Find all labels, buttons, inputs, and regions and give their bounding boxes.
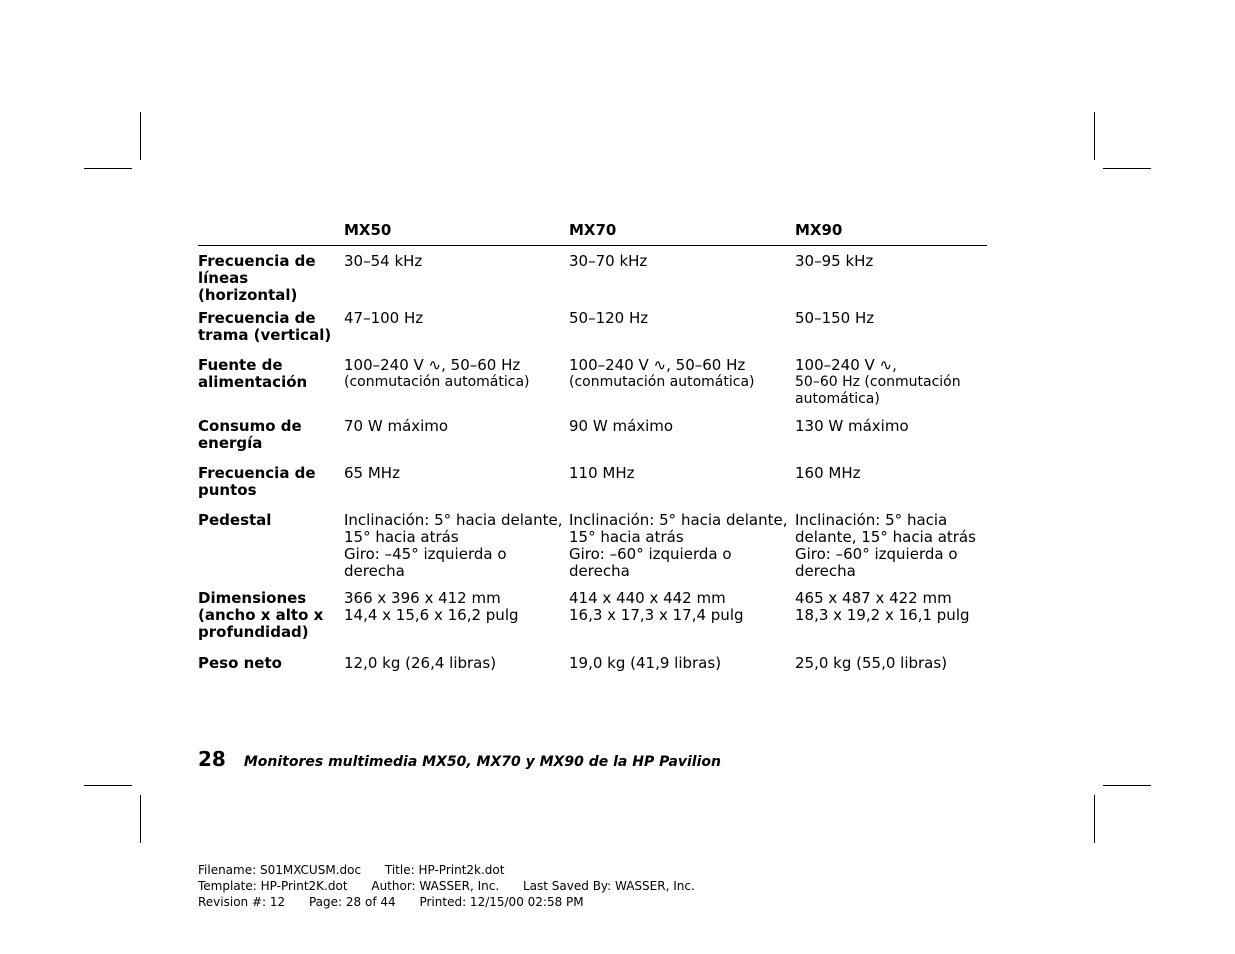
page-footer: [198, 747, 721, 771]
row-label: Consumo de energía: [198, 416, 302, 452]
table-cell: 50–150 Hz: [795, 308, 875, 327]
table-header-row: [198, 222, 987, 246]
table-cell: 30–70 kHz: [569, 252, 648, 270]
metadata-revision: Revision #: 12: [198, 895, 286, 909]
table-row: [198, 246, 987, 310]
table-row: [198, 357, 987, 418]
table-cell: 25,0 kg (55,0 libras): [795, 653, 948, 672]
crop-mark-bottom-right-vertical: [1094, 795, 1095, 843]
page-number: 28: [198, 747, 226, 771]
table-cell: 366 x 396 x 412 mm 14,4 x 15,6 x 16,2 pulg: [344, 588, 519, 624]
table-cell: 30–95 kHz: [795, 252, 874, 270]
row-label: Pedestal: [198, 510, 272, 529]
table-row: [198, 418, 987, 465]
crop-mark-top-left-horizontal: [84, 168, 132, 169]
crop-mark-bottom-right-horizontal: [1103, 785, 1151, 786]
column-header-mx50: MX50: [344, 222, 569, 246]
row-label: Peso neto: [198, 653, 282, 672]
table-cell: Inclinación: 5° hacia delante, 15° hacia atrás Giro: –45° izquierda o derecha: [344, 510, 563, 580]
table-cell: 110 MHz: [569, 463, 635, 482]
table-cell: 414 x 440 x 442 mm 16,3 x 17,3 x 17,4 pulg: [569, 588, 744, 624]
table-cell: 30–54 kHz: [344, 252, 423, 270]
crop-mark-top-right-vertical: [1094, 112, 1095, 160]
table-cell: Inclinación: 5° hacia delante, 15° hacia atrás Giro: –60° izquierda o derecha: [569, 510, 788, 580]
row-label: Frecuencia de trama (vertical): [198, 308, 332, 344]
metadata-row: [198, 862, 715, 878]
row-label: Frecuencia de puntos: [198, 463, 316, 499]
table-cell: 50–120 Hz: [569, 308, 649, 327]
table-cell: Inclinación: 5° hacia delante, 15° hacia atrás Giro: –60° izquierda o derecha: [795, 510, 976, 580]
table-row: [198, 465, 987, 512]
row-label: Fuente de alimentación: [198, 355, 308, 391]
table-row: [198, 512, 987, 590]
document-metadata: [198, 862, 715, 910]
table-row: [198, 310, 987, 357]
table-cell: 12,0 kg (26,4 libras): [344, 653, 497, 672]
metadata-page: Page: 28 of 44: [308, 895, 396, 909]
crop-mark-bottom-left-horizontal: [84, 785, 132, 786]
column-header-mx70: MX70: [569, 222, 795, 246]
crop-mark-bottom-left-vertical: [140, 795, 141, 843]
table-row: [198, 590, 987, 655]
spec-table: [198, 222, 987, 672]
column-header-mx90: MX90: [795, 222, 987, 246]
metadata-row: [198, 894, 715, 910]
metadata-author: Author: WASSER, Inc.: [371, 879, 500, 893]
table-cell: 90 W máximo: [569, 416, 674, 435]
table-row: [198, 655, 987, 672]
column-header: [198, 222, 344, 246]
metadata-title: Title: HP-Print2k.dot: [384, 863, 505, 877]
table-cell: 47–100 Hz: [344, 308, 424, 327]
metadata-template: Template: HP-Print2K.dot: [198, 879, 348, 893]
table-cell: 100–240 V ∿, 50–60 Hz (conmutación automática): [795, 355, 961, 407]
row-label: Dimensiones (ancho x alto x profundidad): [198, 588, 324, 641]
crop-mark-top-left-vertical: [140, 112, 141, 160]
table-cell: 70 W máximo: [344, 416, 449, 435]
table-cell: 100–240 V ∿, 50–60 Hz (conmutación automática): [344, 355, 530, 390]
row-label: Frecuencia de líneas (horizontal): [198, 252, 316, 304]
table-cell: 130 W máximo: [795, 416, 909, 435]
table-cell: 465 x 487 x 422 mm 18,3 x 19,2 x 16,1 pulg: [795, 588, 970, 624]
metadata-row: [198, 878, 715, 894]
table-cell: 100–240 V ∿, 50–60 Hz (conmutación automática): [569, 355, 755, 390]
metadata-last-saved: Last Saved By: WASSER, Inc.: [523, 879, 695, 893]
metadata-filename: Filename: S01MXCUSM.doc: [198, 863, 362, 877]
book-title: Monitores multimedia MX50, MX70 y MX90 de la HP Pavilion: [243, 754, 721, 770]
table-cell: 160 MHz: [795, 463, 861, 482]
table-cell: 65 MHz: [344, 463, 400, 482]
metadata-printed: Printed: 12/15/00 02:58 PM: [419, 895, 584, 909]
table-cell: 19,0 kg (41,9 libras): [569, 653, 722, 672]
crop-mark-top-right-horizontal: [1103, 168, 1151, 169]
